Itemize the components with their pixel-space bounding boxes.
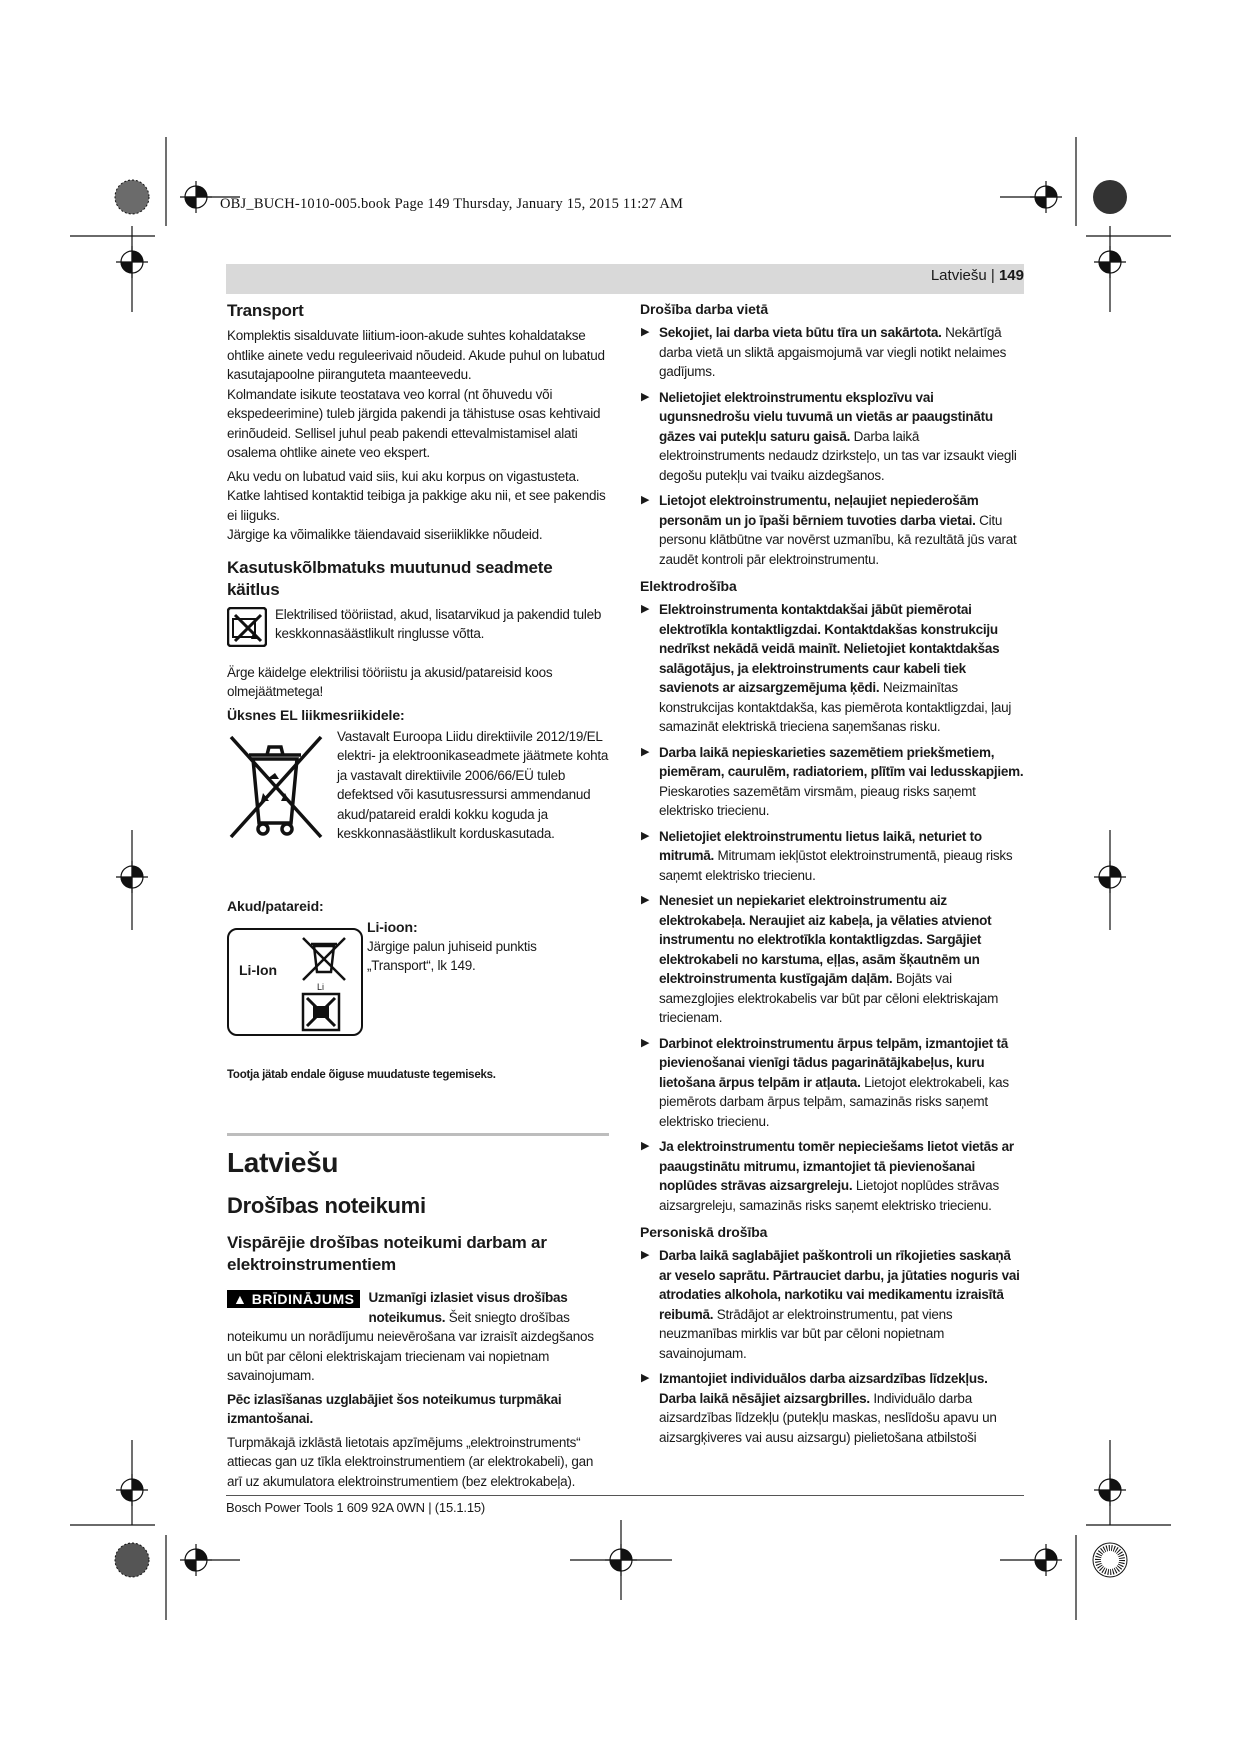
header-language: Latviešu bbox=[930, 267, 987, 284]
recycle-package-icon bbox=[227, 607, 267, 647]
eu-notice bbox=[227, 727, 609, 897]
terminology-paragraph: Turpmākajā izklāstā lietotais apzīmējums „elektroinstruments“ attiecas gan uz tīkla elektroinstrumentiem (ar elektrokabeli), gan arī uz akumulatora elektroinstrumentiem (bez elektrokabeļa). bbox=[227, 1434, 594, 1489]
li-ion-heading: Li-ioon: bbox=[367, 918, 418, 935]
battery-recycle-icon bbox=[301, 992, 341, 1032]
warning-triangle-icon: ▲ bbox=[233, 1291, 252, 1307]
header-band bbox=[226, 264, 1024, 294]
crossed-bin-icon bbox=[227, 733, 325, 841]
disposal-paragraph: Ärge käidelge elektrilisi tööriistu ja akusid/patareisid koos olmejäätmetega! bbox=[227, 664, 553, 699]
bullet-item: ▶ Izmantojiet individuālos darba aizsardzības līdzekļus. Darba laikā nēsājiet aizsargbrilles. Individuālo darba aizsardzības līdzekļu (putekļu maskas, neslīdošu apavu un aizsargķiveres vai ausu aizsargu) pielietošana atbilstoši bbox=[641, 1371, 997, 1445]
warning-paragraph: Uzmanīgi izlasiet visus drošības noteikumus. Šeit sniegto drošības noteikumu un norādījumu neievērošana var izraisīt aizdegšanos un būt par cēloni elektriskajam triecienam vai nopietnam savainojumam. bbox=[227, 1290, 594, 1383]
page-header bbox=[931, 267, 1024, 284]
print-info: OBJ_BUCH-1010-005.book Page 149 Thursday, January 15, 2015 11:27 AM bbox=[220, 196, 684, 212]
footer-rule bbox=[226, 1495, 1024, 1496]
right-column bbox=[640, 300, 1025, 1447]
li-small-label: Li bbox=[317, 981, 325, 992]
transport-paragraph: Järgige ka võimalikke täiendavaid siseriiklikke nõudeid. bbox=[227, 527, 543, 542]
language-title: Latviešu bbox=[227, 1147, 339, 1178]
li-ion-symbol-box bbox=[227, 928, 363, 1036]
rights-note: Tootja jätab endale õiguse muudatuste tegemiseks. bbox=[227, 1068, 496, 1081]
battery-notice bbox=[227, 918, 609, 1038]
personal-safety-heading: Personiskā drošība bbox=[640, 1224, 768, 1240]
header-separator: | bbox=[990, 267, 995, 284]
bullet-item: ▶ Elektroinstrumenta kontaktdakšai jābūt piemērotai elektrotīkla kontaktligzdai. Kontaktdakšas konstrukciju nedrīkst nekādā veidā mainīt. Nelietojiet kontaktdakšas salāgotājus, ja elektroinstruments caur kabeli tiek savienots ar aizsargzemējuma ķēdi. Neizmainītas konstrukcijas kontaktdakša, kas piemērota kontaktligzdai, ļauj samazināt elektriskā trieciena saņemšanas risku. bbox=[641, 602, 1012, 734]
crossed-bin-small-icon bbox=[299, 934, 349, 984]
bullet-item: ▶ Darba laikā saglabājiet paškontroli un rīkojieties saskaņā ar veselo saprātu. Pārtrauciet darbu, ja jūtaties noguris vai atrodaties alkohola, narkotiku vai medikamentu izraisītā reibumā. Strādājot ar elektroinstrumentu, pat viens neuzmanības mirklis var būt par cēloni nopietnam savainojumam. bbox=[641, 1248, 1020, 1361]
safety-title: Drošības noteikumi bbox=[227, 1193, 426, 1218]
warning-block bbox=[227, 1288, 609, 1386]
bullet-item: ▶ Nelietojiet elektroinstrumentu eksplozīvu vai ugunsnedrošu vielu tuvumā un vietās ar paaugstinātu gāzes vai putekļu saturu gaisā. Darba laikā elektroinstruments nedaudz dzirksteļo, un tas var izsaukt viegli degošu putekļu vai tvaiku aizdegšanos. bbox=[641, 389, 1017, 483]
bullet-item: ▶ Nenesiet un nepiekariet elektroinstrumentu aiz elektrokabeļa. Neraujiet aiz kabeļa, ja vēlaties atvienot instrumentu no elektrotīkla kontaktligzdas. Sargājiet elektrokabeli no karstuma, eļļas, asām šķautnēm un elektroinstrumenta kustīgajām daļām. Bojāts vai samezglojies elektrokabelis var būt par cēloni elektriskajam triecienam. bbox=[641, 893, 999, 1025]
li-ion-paragraph: Järgige palun juhiseid punktis „Transport“, lk 149. bbox=[367, 938, 537, 973]
eu-paragraph: Vastavalt Euroopa Liidu direktiivile 2012/19/EL elektri- ja elektroonikaseadmete jäätmete kohta ja vastavalt direktiivile 2006/66/EÜ tuleb defektsed või kasutusressursi ammendanud akud/patareid eraldi kokku koguda ja keskkonnasäästlikult korduskasutada. bbox=[337, 728, 609, 841]
transport-heading: Transport bbox=[227, 301, 304, 320]
disposal-notice bbox=[227, 605, 609, 651]
section-rule bbox=[227, 1133, 609, 1136]
bullet-item: ▶ Darba laikā nepieskarieties sazemētiem priekšmetiem, piemēram, caurulēm, radiatoriem, plītīm vai ledusskapjiem. Pieskaroties sazemētām virsmām, pieaug risks saņemt elektrisko triecienu. bbox=[641, 744, 1024, 818]
general-safety-heading: Vispārējie drošības noteikumi darbam ar elektroinstrumentiem bbox=[227, 1233, 547, 1274]
eu-heading: Üksnes EL liikmesriikidele: bbox=[227, 706, 405, 723]
page-number: 149 bbox=[998, 267, 1024, 284]
footer: Bosch Power Tools 1 609 92A 0WN | (15.1.15) bbox=[226, 1500, 486, 1515]
transport-paragraph: Kolmandate isikute teostatava veo korral (nt õhuvedu või ekspedeerimine) tuleb järgida pakendi ja tähistuse osas kehtivaid erinõudeid. Sellisel juhul peab pakendi ettevalmistamisel alati osalema ohtlike ainete veo ekspert. bbox=[227, 386, 601, 460]
warning-badge: ▲ BRĪDINĀJUMS bbox=[227, 1290, 360, 1308]
work-area-heading: Drošība darba vietā bbox=[640, 301, 769, 317]
bullet-item: ▶ Lietojot elektroinstrumentu, neļaujiet nepiederošām personām un jo īpaši bērniem tuvoties darba vietai. Citu personu klātbūtne var novērst uzmanību, kā rezultātā jūs varat zaudēt kontroli pār elektroinstrumentu. bbox=[641, 493, 1017, 567]
li-ion-label: Li-Ion bbox=[239, 961, 278, 978]
bullet-item: ▶ Nelietojiet elektroinstrumentu lietus laikā, neturiet to mitrumā. Mitrumam iekļūstot elektroinstrumentā, pieaug risks saņemt elektrisko triecienu. bbox=[641, 828, 1013, 883]
transport-paragraph: Komplektis sisalduvate liitium-ioon-akude suhtes kohaldatakse ohtlike ainete vedu reguleerivaid nõudeid. Akude puhul on lubatud kasutajapoolne piiranguteta maanteevedu. bbox=[227, 328, 605, 382]
bullet-item: ▶ Ja elektroinstrumentu tomēr nepieciešams lietot vietās ar paaugstinātu mitrumu, izmantojiet tā pievienošanai noplūdes strāvas aizsargreleju. Lietojot noplūdes strāvas aizsargreleju, samazinās risks saņemt elektrisko triecienu. bbox=[641, 1139, 1014, 1213]
electrical-safety-heading: Elektrodrošība bbox=[640, 578, 737, 594]
keep-instructions: Pēc izlasīšanas uzglabājiet šos noteikumus turpmākai izmantošanai. bbox=[227, 1391, 562, 1426]
bullet-item: ▶ Sekojiet, lai darba vieta būtu tīra un sakārtota. Nekārtīgā darba vietā un sliktā apgaismojumā var viegli notikt nelaimes gadījums. bbox=[641, 325, 1007, 379]
batteries-heading: Akud/patareid: bbox=[227, 897, 324, 914]
disposal-paragraph: Elektrilised tööriistad, akud, lisatarvikud ja pakendid tuleb keskkonnasäästlikult ringlusse võtta. bbox=[275, 606, 602, 641]
transport-paragraph: Aku vedu on lubatud vaid siis, kui aku korpus on vigastusteta. Katke lahtised kontaktid teibiga ja pakkige aku nii, et see pakendis ei liiguks. bbox=[227, 468, 606, 523]
bullet-item: ▶ Darbinot elektroinstrumentu ārpus telpām, izmantojiet tā pievienošanai vienīgi tādus pagarinātājkabeļus, kuru lietošana ārpus telpām ir atļauta. Lietojot elektrokabeli, kas piemērots darbam ārpus telpām, samazinās risks saņemt elektrisko triecienu. bbox=[641, 1035, 1009, 1129]
left-column bbox=[227, 300, 609, 1491]
disposal-heading: Kasutuskõlbmatuks muutunud seadmete käitlus bbox=[227, 557, 553, 599]
